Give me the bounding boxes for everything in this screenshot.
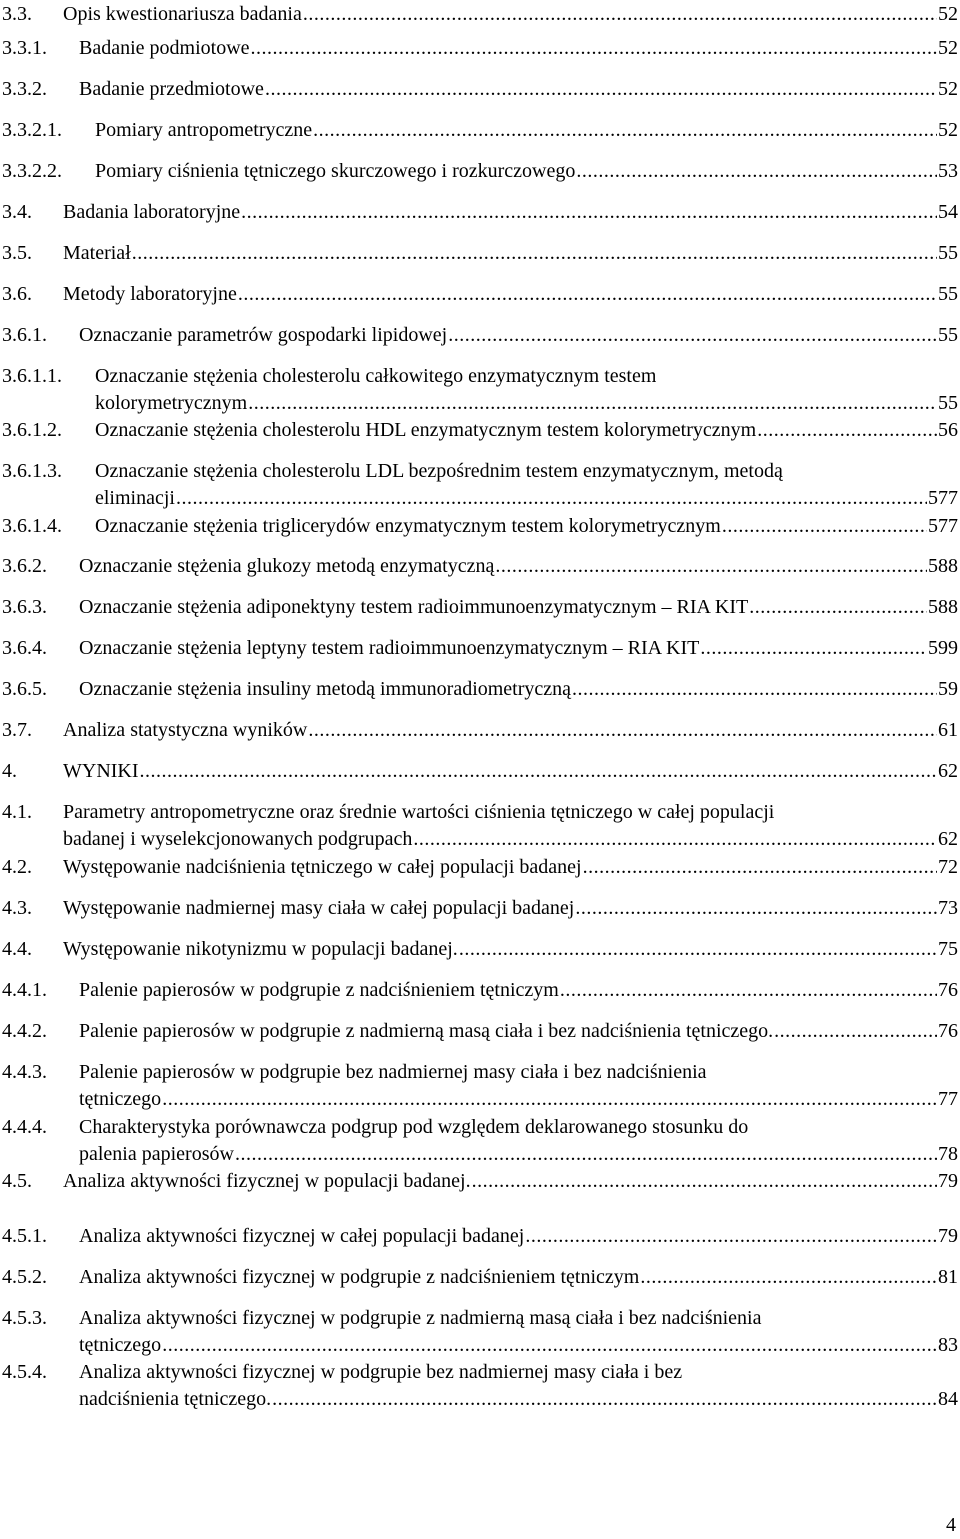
toc-entry-title: Parametry antropometryczne oraz średnie wartości ciśnienia tętniczego w całej populacji	[63, 801, 775, 823]
toc-entry-page: 588	[928, 596, 958, 618]
dot-leader	[303, 0, 937, 20]
toc-entry-number: 4.4.4.	[2, 1116, 47, 1138]
toc-entry-number: 4.5.4.	[2, 1361, 47, 1383]
toc-entry-page: 52	[938, 3, 958, 25]
toc-entry	[0, 512, 960, 540]
toc-entry-page: 76	[938, 1020, 958, 1042]
toc-entry-page: 577	[928, 515, 958, 537]
dot-leader	[176, 484, 927, 504]
toc-entry-title: tętniczego	[79, 1334, 162, 1356]
toc-entry-title: Metody laboratoryjne	[63, 283, 237, 305]
dot-leader	[575, 894, 937, 914]
toc-entry-title: nadciśnienia tętniczego.	[79, 1388, 272, 1410]
toc-entry-title: kolorymetrycznym	[95, 392, 248, 414]
toc-entry-title: Materiał	[63, 242, 131, 264]
toc-entry-number: 4.1.	[2, 801, 32, 823]
toc-entry-number: 3.4.	[2, 201, 32, 223]
dot-leader	[774, 1017, 937, 1037]
toc-entry-number: 3.3.2.1.	[2, 119, 62, 141]
toc-entry-number: 3.7.	[2, 719, 32, 741]
toc-entry	[0, 1263, 960, 1291]
toc-entry-number: 4.3.	[2, 897, 32, 919]
dot-leader	[525, 1222, 937, 1242]
toc-entry-title: Oznaczanie parametrów gospodarki lipidowej	[79, 324, 448, 346]
toc-entry-title: Opis kwestionariusza badania	[63, 3, 302, 25]
toc-entry-page: 55	[938, 392, 958, 414]
toc-entry-page: 79	[938, 1170, 958, 1192]
toc-entry-number: 3.6.1.4.	[2, 515, 62, 537]
toc-entry-number: 4.4.2.	[2, 1020, 47, 1042]
dot-leader	[472, 1167, 937, 1187]
toc-entry-page: 61	[938, 719, 958, 741]
dot-leader	[495, 552, 927, 572]
toc-entry-page: 52	[938, 119, 958, 141]
toc-entry-number: 3.6.4.	[2, 637, 47, 659]
toc-entry-title: badanej i wyselekcjonowanych podgrupach	[63, 828, 413, 850]
toc-entry	[0, 116, 960, 144]
toc-entry-title: Oznaczanie stężenia triglicerydów enzymatycznym testem kolorymetrycznym	[95, 515, 721, 537]
toc-entry-number: 4.5.1.	[2, 1225, 47, 1247]
toc-entry-page: 75	[938, 938, 958, 960]
toc-entry	[0, 894, 960, 922]
toc-entry	[0, 634, 960, 662]
toc-entry-title: Badanie podmiotowe	[79, 37, 250, 59]
toc-entry-number: 3.6.3.	[2, 596, 47, 618]
toc-entry-page: 52	[938, 78, 958, 100]
toc-entry-title: eliminacji	[95, 487, 175, 509]
dot-leader	[757, 416, 937, 436]
toc-entry-page: 62	[938, 760, 958, 782]
toc-entry-title: Oznaczanie stężenia cholesterolu HDL enzymatycznym testem kolorymetrycznym	[95, 419, 757, 441]
dot-leader	[700, 634, 927, 654]
toc-entry-title: Pomiary ciśnienia tętniczego skurczowego i rozkurczowego	[95, 160, 576, 182]
toc-entry-title: Oznaczanie stężenia cholesterolu LDL bezpośrednim testem enzymatycznym, metodą	[95, 460, 783, 482]
dot-leader	[241, 198, 937, 218]
toc-entry-title: Analiza statystyczna wyników	[63, 719, 308, 741]
toc-entry	[0, 157, 960, 185]
toc-entry-title: Badania laboratoryjne	[63, 201, 241, 223]
dot-leader	[308, 716, 937, 736]
dot-leader	[572, 675, 937, 695]
toc-entry-number: 3.6.1.2.	[2, 419, 62, 441]
toc-entry-page: 73	[938, 897, 958, 919]
dot-leader	[140, 757, 937, 777]
toc-entry-title: WYNIKI	[63, 760, 139, 782]
toc-entry-page: 84	[938, 1388, 958, 1410]
toc-entry-number: 3.6.1.1.	[2, 365, 62, 387]
toc-entry-page: 52	[938, 37, 958, 59]
toc-entry-title: Charakterystyka porównawcza podgrup pod względem deklarowanego stosunku do	[79, 1116, 749, 1138]
toc-entry	[0, 1222, 960, 1250]
toc-entry-title: Oznaczanie stężenia cholesterolu całkowitego enzymatycznym testem	[95, 365, 657, 387]
dot-leader	[459, 935, 937, 955]
toc-entry-title: Badanie przedmiotowe	[79, 78, 264, 100]
toc-entry	[0, 321, 960, 349]
toc-entry	[0, 1167, 960, 1195]
toc-entry-number: 3.6.5.	[2, 678, 47, 700]
dot-leader	[413, 825, 937, 845]
toc-entry-page: 56	[938, 419, 958, 441]
dot-leader	[272, 1385, 937, 1405]
toc-entry	[0, 0, 960, 28]
toc-entry-page: 83	[938, 1334, 958, 1356]
dot-leader	[235, 1140, 937, 1160]
toc-entry-title: tętniczego	[79, 1088, 162, 1110]
toc-entry-page: 55	[938, 242, 958, 264]
dot-leader	[313, 116, 937, 136]
dot-leader	[749, 593, 927, 613]
toc-entry-page: 59	[938, 678, 958, 700]
dot-leader	[448, 321, 937, 341]
toc-entry	[0, 798, 960, 850]
toc-entry-title: Analiza aktywności fizycznej w podgrupie z nadciśnieniem tętniczym	[79, 1266, 640, 1288]
toc-entry	[0, 1017, 960, 1045]
toc-entry-page: 81	[938, 1266, 958, 1288]
toc-entry-number: 4.	[2, 760, 17, 782]
page-number: 4	[946, 1514, 956, 1536]
toc-entry-number: 4.2.	[2, 856, 32, 878]
toc-entry-title: Występowanie nikotynizmu w populacji badanej.	[63, 938, 458, 960]
toc-entry-title: Analiza aktywności fizycznej w populacji badanej.	[63, 1170, 471, 1192]
toc-entry-page: 53	[938, 160, 958, 182]
toc-entry-number: 3.3.1.	[2, 37, 47, 59]
toc-entry	[0, 675, 960, 703]
toc-entry-title: Analiza aktywności fizycznej w całej populacji badanej	[79, 1225, 525, 1247]
toc-entry-title: Występowanie nadciśnienia tętniczego w całej populacji badanej	[63, 856, 582, 878]
toc-entry-page: 54	[938, 201, 958, 223]
toc-entry-number: 3.3.2.2.	[2, 160, 62, 182]
dot-leader	[640, 1263, 937, 1283]
toc-entry	[0, 457, 960, 509]
toc-entry-title: Analiza aktywności fizycznej w podgrupie bez nadmiernej masy ciała i bez	[79, 1361, 683, 1383]
dot-leader	[560, 976, 937, 996]
toc-entry	[0, 757, 960, 785]
dot-leader	[162, 1085, 937, 1105]
toc-entry-number: 4.4.3.	[2, 1061, 47, 1083]
toc-entry	[0, 1358, 960, 1410]
toc-entry-page: 599	[928, 637, 958, 659]
dot-leader	[251, 34, 937, 54]
toc-entry	[0, 416, 960, 444]
toc-entry-page: 77	[938, 1088, 958, 1110]
toc-entry-number: 3.3.2.	[2, 78, 47, 100]
toc-entry-title: Palenie papierosów w podgrupie z nadmierną masą ciała i bez nadciśnienia tętniczego.	[79, 1020, 774, 1042]
toc-entry-page: 72	[938, 856, 958, 878]
toc-entry-page: 78	[938, 1143, 958, 1165]
toc-entry	[0, 716, 960, 744]
toc-entry-page: 55	[938, 324, 958, 346]
toc-entry	[0, 593, 960, 621]
dot-leader	[248, 389, 937, 409]
toc-entry-title: Analiza aktywności fizycznej w podgrupie z nadmierną masą ciała i bez nadciśnienia	[79, 1307, 762, 1329]
toc-entry	[0, 853, 960, 881]
toc-entry-title: Oznaczanie stężenia leptyny testem radioimmunoenzymatycznym – RIA KIT	[79, 637, 700, 659]
toc-entry-number: 4.5.2.	[2, 1266, 47, 1288]
toc-entry	[0, 935, 960, 963]
toc-entry-page: 577	[928, 487, 958, 509]
toc-entry-number: 3.6.2.	[2, 555, 47, 577]
toc-entry	[0, 239, 960, 267]
toc-entry-number: 3.3.	[2, 3, 32, 25]
dot-leader	[132, 239, 937, 259]
toc-entry	[0, 75, 960, 103]
toc-entry-page: 76	[938, 979, 958, 1001]
toc-entry	[0, 552, 960, 580]
toc-entry-title: Pomiary antropometryczne	[95, 119, 313, 141]
toc-entry-number: 4.4.	[2, 938, 32, 960]
toc-entry-title: Palenie papierosów w podgrupie z nadciśnieniem tętniczym	[79, 979, 559, 1001]
toc-entry	[0, 1113, 960, 1165]
dot-leader	[583, 853, 937, 873]
toc-entry-number: 4.4.1.	[2, 979, 47, 1001]
toc-entry	[0, 1058, 960, 1110]
toc-entry	[0, 198, 960, 226]
toc-entry	[0, 280, 960, 308]
toc-entry	[0, 1304, 960, 1356]
toc-entry-number: 3.5.	[2, 242, 32, 264]
toc-entry-title: Oznaczanie stężenia glukozy metodą enzymatyczną	[79, 555, 495, 577]
toc-entry-number: 4.5.	[2, 1170, 32, 1192]
toc-entry-page: 79	[938, 1225, 958, 1247]
dot-leader	[722, 512, 927, 532]
toc-entry-number: 3.6.1.	[2, 324, 47, 346]
toc-entry-number: 3.6.1.3.	[2, 460, 62, 482]
toc-entry	[0, 976, 960, 1004]
dot-leader	[238, 280, 937, 300]
toc-entry	[0, 362, 960, 414]
dot-leader	[162, 1331, 937, 1351]
dot-leader	[265, 75, 937, 95]
dot-leader	[576, 157, 937, 177]
toc-entry-title: Palenie papierosów w podgrupie bez nadmiernej masy ciała i bez nadciśnienia	[79, 1061, 707, 1083]
toc-entry-title: palenia papierosów	[79, 1143, 234, 1165]
toc-entry-title: Oznaczanie stężenia adiponektyny testem radioimmunoenzymatycznym – RIA KIT	[79, 596, 749, 618]
toc-entry-page: 588	[928, 555, 958, 577]
toc-entry-page: 62	[938, 828, 958, 850]
toc-entry-number: 4.5.3.	[2, 1307, 47, 1329]
toc-entry-title: Występowanie nadmiernej masy ciała w całej populacji badanej	[63, 897, 575, 919]
toc-entry-page: 55	[938, 283, 958, 305]
toc-entry-title: Oznaczanie stężenia insuliny metodą immunoradiometryczną	[79, 678, 572, 700]
toc-entry	[0, 34, 960, 62]
toc-entry-number: 3.6.	[2, 283, 32, 305]
